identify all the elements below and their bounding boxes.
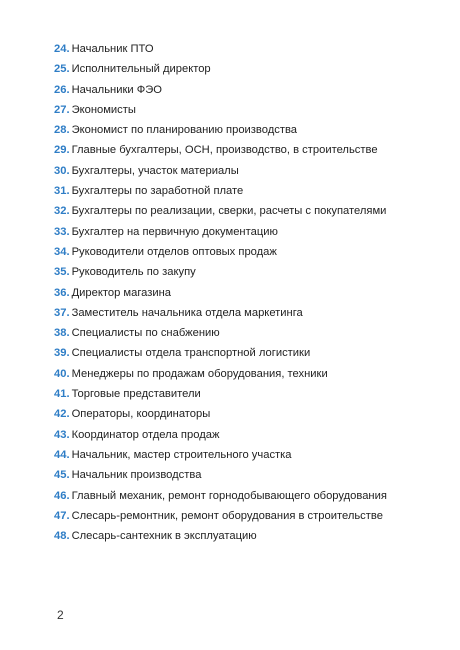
list-item-number: 41. bbox=[54, 388, 70, 401]
list-item-text: Начальники ФЭО bbox=[71, 83, 162, 96]
list-item-number: 39. bbox=[54, 347, 70, 360]
list-item-number: 33. bbox=[54, 225, 70, 238]
list-item-text: Слесарь-сантехник в эксплуатацию bbox=[71, 530, 257, 543]
vacancy-list bbox=[54, 42, 424, 549]
list-item bbox=[54, 164, 424, 179]
list-item bbox=[54, 468, 424, 483]
list-item-number: 31. bbox=[54, 185, 70, 198]
list-item-number: 40. bbox=[54, 367, 70, 380]
list-item bbox=[54, 184, 424, 199]
list-item bbox=[54, 225, 424, 240]
list-item-number: 37. bbox=[54, 306, 70, 319]
list-item bbox=[54, 265, 424, 280]
list-item-number: 34. bbox=[54, 245, 70, 258]
list-item-text: Специалисты отдела транспортной логистики bbox=[71, 347, 311, 360]
list-item bbox=[54, 103, 424, 118]
list-item bbox=[54, 407, 424, 422]
list-item bbox=[54, 489, 424, 504]
list-item-text: Бухгалтеры по реализации, сверки, расчеты с покупателями bbox=[71, 205, 387, 218]
list-item-number: 48. bbox=[54, 530, 70, 543]
list-item-text: Менеджеры по продажам оборудования, техники bbox=[71, 367, 328, 380]
list-item-text: Торговые представители bbox=[71, 388, 201, 401]
list-item bbox=[54, 204, 424, 219]
list-item-text: Главные бухгалтеры, ОСН, производство, в строительстве bbox=[71, 144, 378, 157]
list-item-text: Специалисты по снабжению bbox=[71, 327, 220, 340]
list-item-text: Руководители отделов оптовых продаж bbox=[71, 245, 277, 258]
list-item-text: Бухгалтеры, участок материалы bbox=[71, 164, 239, 177]
list-item-number: 45. bbox=[54, 469, 70, 482]
list-item-number: 32. bbox=[54, 205, 70, 218]
list-item-text: Слесарь-ремонтник, ремонт оборудования в строительстве bbox=[71, 509, 383, 522]
list-item-text: Руководитель по закупу bbox=[71, 266, 196, 279]
list-item-text: Главный механик, ремонт горнодобывающего оборудования bbox=[71, 489, 387, 502]
list-item-number: 42. bbox=[54, 408, 70, 421]
list-item bbox=[54, 326, 424, 341]
list-item-number: 43. bbox=[54, 428, 70, 441]
list-item bbox=[54, 83, 424, 98]
list-item-number: 25. bbox=[54, 63, 70, 76]
list-item-text: Экономист по планированию производства bbox=[71, 124, 298, 137]
list-item bbox=[54, 306, 424, 321]
list-item-text: Экономисты bbox=[71, 103, 136, 116]
list-item bbox=[54, 509, 424, 524]
list-item-number: 24. bbox=[54, 43, 70, 55]
list-item-number: 44. bbox=[54, 448, 70, 461]
list-item bbox=[54, 286, 424, 301]
list-item-text: Начальник производства bbox=[71, 469, 202, 482]
list-item-text: Директор магазина bbox=[71, 286, 172, 299]
list-item-number: 29. bbox=[54, 144, 70, 157]
list-item bbox=[54, 367, 424, 382]
list-item bbox=[54, 387, 424, 402]
list-item-number: 26. bbox=[54, 83, 70, 96]
list-item-number: 47. bbox=[54, 509, 70, 522]
list-item-number: 46. bbox=[54, 489, 70, 502]
list-item bbox=[54, 123, 424, 138]
list-item-text: Операторы, координаторы bbox=[71, 408, 211, 421]
list-item-number: 28. bbox=[54, 124, 70, 137]
list-item-text: Бухгалтер на первичную документацию bbox=[71, 225, 278, 238]
list-item bbox=[54, 143, 424, 158]
list-item-number: 38. bbox=[54, 327, 70, 340]
list-item-text: Координатор отдела продаж bbox=[71, 428, 220, 441]
list-item-number: 27. bbox=[54, 103, 70, 116]
list-item bbox=[54, 346, 424, 361]
list-item bbox=[54, 448, 424, 463]
list-item-text: Начальник, мастер строительного участка bbox=[71, 448, 292, 461]
list-item-number: 30. bbox=[54, 164, 70, 177]
list-item bbox=[54, 62, 424, 77]
list-item-text: Исполнительный директор bbox=[71, 63, 211, 76]
list-item-number: 35. bbox=[54, 266, 70, 279]
page-number: 2 bbox=[57, 608, 64, 622]
list-item bbox=[54, 42, 424, 57]
list-item bbox=[54, 529, 424, 544]
list-item-text: Заместитель начальника отдела маркетинга bbox=[71, 306, 303, 319]
list-item bbox=[54, 428, 424, 443]
list-item-text: Начальник ПТО bbox=[71, 43, 154, 55]
list-item-text: Бухгалтеры по заработной плате bbox=[71, 185, 244, 198]
list-item bbox=[54, 245, 424, 260]
list-item-number: 36. bbox=[54, 286, 70, 299]
